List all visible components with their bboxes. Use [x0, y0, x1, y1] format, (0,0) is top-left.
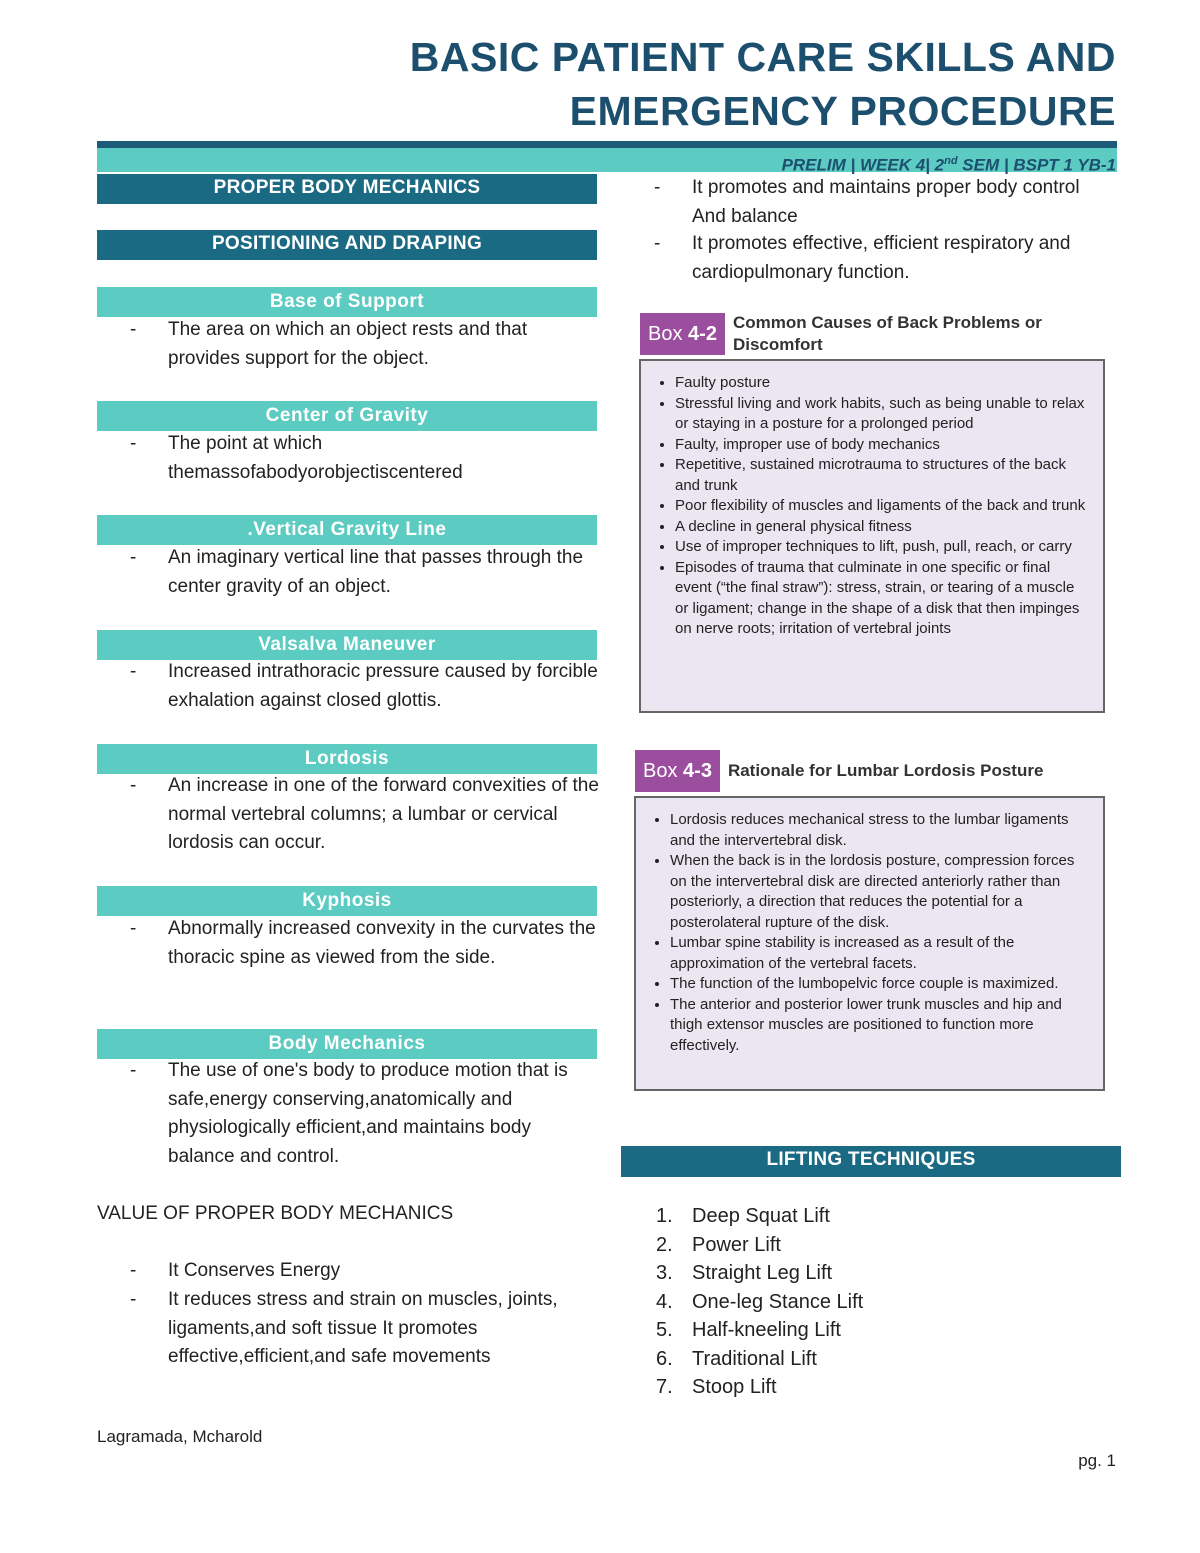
dash: -	[130, 1289, 137, 1310]
list-item: • Lumbar spine stability is increased as a result of the approximation of the vertebral facets.	[670, 933, 1087, 974]
list-item: • A decline in general physical fitness	[675, 517, 1089, 538]
value-text: It promotes and maintains proper body control And balance	[692, 177, 1080, 227]
box-4-2-header	[640, 312, 1073, 356]
document-title	[410, 30, 1116, 138]
value-item	[654, 174, 1094, 231]
list-text: Traditional Lift	[692, 1347, 817, 1370]
box-tag-number: 4-3	[683, 760, 712, 782]
dash: -	[130, 661, 137, 682]
definition-text: Abnormally increased convexity in the curvates the thoracic spine as viewed from the side.	[168, 918, 596, 968]
list-item: • Faulty, improper use of body mechanics	[675, 435, 1089, 456]
term-definition	[130, 658, 600, 715]
list-item	[656, 1202, 863, 1231]
author-name: Lagramada, Mcharold	[97, 1427, 263, 1446]
title-line-2: EMERGENCY PROCEDURE	[569, 88, 1116, 134]
box-tag-prefix: Box	[643, 760, 684, 782]
list-item: • Stressful living and work habits, such as being unable to relax or staying in a posture for a prolonged period	[675, 394, 1089, 435]
list-number: 1.	[656, 1205, 673, 1227]
term-definition	[130, 430, 600, 487]
section-heading-proper-body-mechanics: PROPER BODY MECHANICS	[97, 174, 597, 204]
value-item	[130, 1257, 600, 1286]
list-item	[656, 1231, 863, 1260]
list-text: One-leg Stance Lift	[692, 1290, 864, 1313]
box-4-3-tag	[635, 750, 720, 792]
list-item	[656, 1373, 863, 1402]
list-text: Half-kneeling Lift	[692, 1319, 841, 1341]
dash: -	[130, 918, 137, 939]
box-tag-number: 4-2	[688, 323, 717, 345]
term-definition	[130, 544, 600, 601]
definition-text: Increased intrathoracic pressure caused by forcible exhalation against closed glottis.	[168, 661, 598, 711]
dash: -	[130, 433, 137, 454]
term-heading: Center of Gravity	[97, 401, 597, 431]
definition-text: The use of one's body to produce motion that is safe,energy conserving,anatomically and physiologically efficient,and maintains body balance and control.	[168, 1060, 568, 1167]
definition-text: The area on which an object rests and that provides support for the object.	[168, 319, 528, 369]
box-4-2-body	[639, 359, 1105, 713]
list-item	[656, 1288, 863, 1317]
list-number: 5.	[656, 1319, 673, 1341]
list-item: • The anterior and posterior lower trunk muscles and hip and thigh extensor muscles are positioned to function more effectively.	[670, 995, 1087, 1057]
list-text: Deep Squat Lift	[692, 1205, 830, 1227]
subtitle-post: SEM | BSPT 1 YB-1	[957, 155, 1116, 175]
box-4-3-header	[635, 750, 1128, 792]
dash: -	[654, 233, 661, 254]
box-4-3-list	[636, 810, 1087, 1056]
list-number: 3.	[656, 1262, 673, 1284]
term-heading: .Vertical Gravity Line	[97, 515, 597, 545]
definition-text: The point at which themassofabodyorobjectiscentered	[168, 433, 463, 483]
dash: -	[130, 1260, 137, 1281]
lifting-techniques-list	[656, 1202, 863, 1402]
dash: -	[654, 177, 661, 198]
list-number: 4.	[656, 1290, 673, 1313]
box-4-2-title: Common Causes of Back Problems or Discomfort	[732, 313, 1042, 354]
value-text: It Conserves Energy	[168, 1260, 341, 1281]
term-definition	[130, 772, 600, 858]
definition-text: An increase in one of the forward convexities of the normal vertebral columns; a lumbar or cervical lordosis can occur.	[168, 775, 599, 853]
dash: -	[130, 547, 137, 568]
definition-text: An imaginary vertical line that passes through the center gravity of an object.	[168, 547, 584, 597]
document-subtitle	[781, 148, 1116, 175]
box-tag-prefix: Box	[648, 323, 689, 345]
title-line-1: BASIC PATIENT CARE SKILLS AND	[409, 34, 1116, 80]
list-number: 2.	[656, 1233, 673, 1256]
subtitle-pre: PRELIM | WEEK 4| 2	[781, 155, 945, 175]
value-text: It reduces stress and strain on muscles, joints, ligaments,and soft tissue It promotes effective,efficient,and safe movements	[168, 1289, 558, 1367]
list-item: • Repetitive, sustained microtrauma to structures of the back and trunk	[675, 455, 1089, 496]
box-4-2-list	[641, 373, 1089, 640]
term-definition	[130, 1057, 600, 1171]
list-item	[656, 1316, 863, 1345]
box-4-3-title: Rationale for Lumbar Lordosis Posture	[727, 761, 1044, 780]
list-item: • When the back is in the lordosis posture, compression forces on the intervertebral disk are directed anteriorly rather than posteriorly, a direction that reduces the potential for a posterolateral rupture of the disk.	[670, 851, 1087, 933]
term-definition	[130, 316, 600, 373]
section-heading-positioning-draping: POSITIONING AND DRAPING	[97, 230, 597, 260]
section-heading-lifting-techniques: LIFTING TECHNIQUES	[621, 1146, 1121, 1177]
list-item: • Faulty posture	[675, 373, 1089, 394]
list-item: • The function of the lumbopelvic force couple is maximized.	[670, 974, 1087, 995]
list-item: • Use of improper techniques to lift, push, pull, reach, or carry	[675, 537, 1089, 558]
dash: -	[130, 1060, 137, 1081]
list-text: Straight Leg Lift	[692, 1262, 833, 1284]
value-item	[130, 1286, 600, 1372]
box-4-2-tag	[640, 313, 725, 355]
list-text: Power Lift	[692, 1233, 781, 1256]
term-heading: Body Mechanics	[97, 1029, 597, 1059]
list-text: Stoop Lift	[692, 1376, 777, 1398]
list-item: • Episodes of trauma that culminate in one specific or final event (“the final straw”): stress, strain, or tearing of a muscle or ligament; change in the shape of a disk that then impinges on nerve roots; irritation of vertebral joints	[675, 558, 1089, 640]
term-heading: Valsalva Maneuver	[97, 630, 597, 660]
value-item	[654, 230, 1094, 287]
header-rule	[97, 141, 1117, 148]
list-item	[656, 1345, 863, 1374]
dash: -	[130, 775, 137, 796]
page-number: pg. 1	[1078, 1451, 1116, 1470]
values-heading: VALUE OF PROPER BODY MECHANICS	[97, 1203, 454, 1224]
list-number: 6.	[656, 1347, 673, 1370]
term-heading: Kyphosis	[97, 886, 597, 916]
term-definition	[130, 915, 600, 972]
box-4-3-body	[634, 796, 1105, 1091]
list-number: 7.	[656, 1376, 673, 1398]
value-text: It promotes effective, efficient respiratory and cardiopulmonary function.	[692, 233, 1071, 283]
subtitle-sup: nd	[944, 155, 958, 167]
dash: -	[130, 319, 137, 340]
list-item: • Poor flexibility of muscles and ligaments of the back and trunk	[675, 496, 1089, 517]
term-heading: Lordosis	[97, 744, 597, 774]
list-item	[656, 1259, 863, 1288]
term-heading: Base of Support	[97, 287, 597, 317]
list-item: • Lordosis reduces mechanical stress to the lumbar ligaments and the intervertebral disk.	[670, 810, 1087, 851]
